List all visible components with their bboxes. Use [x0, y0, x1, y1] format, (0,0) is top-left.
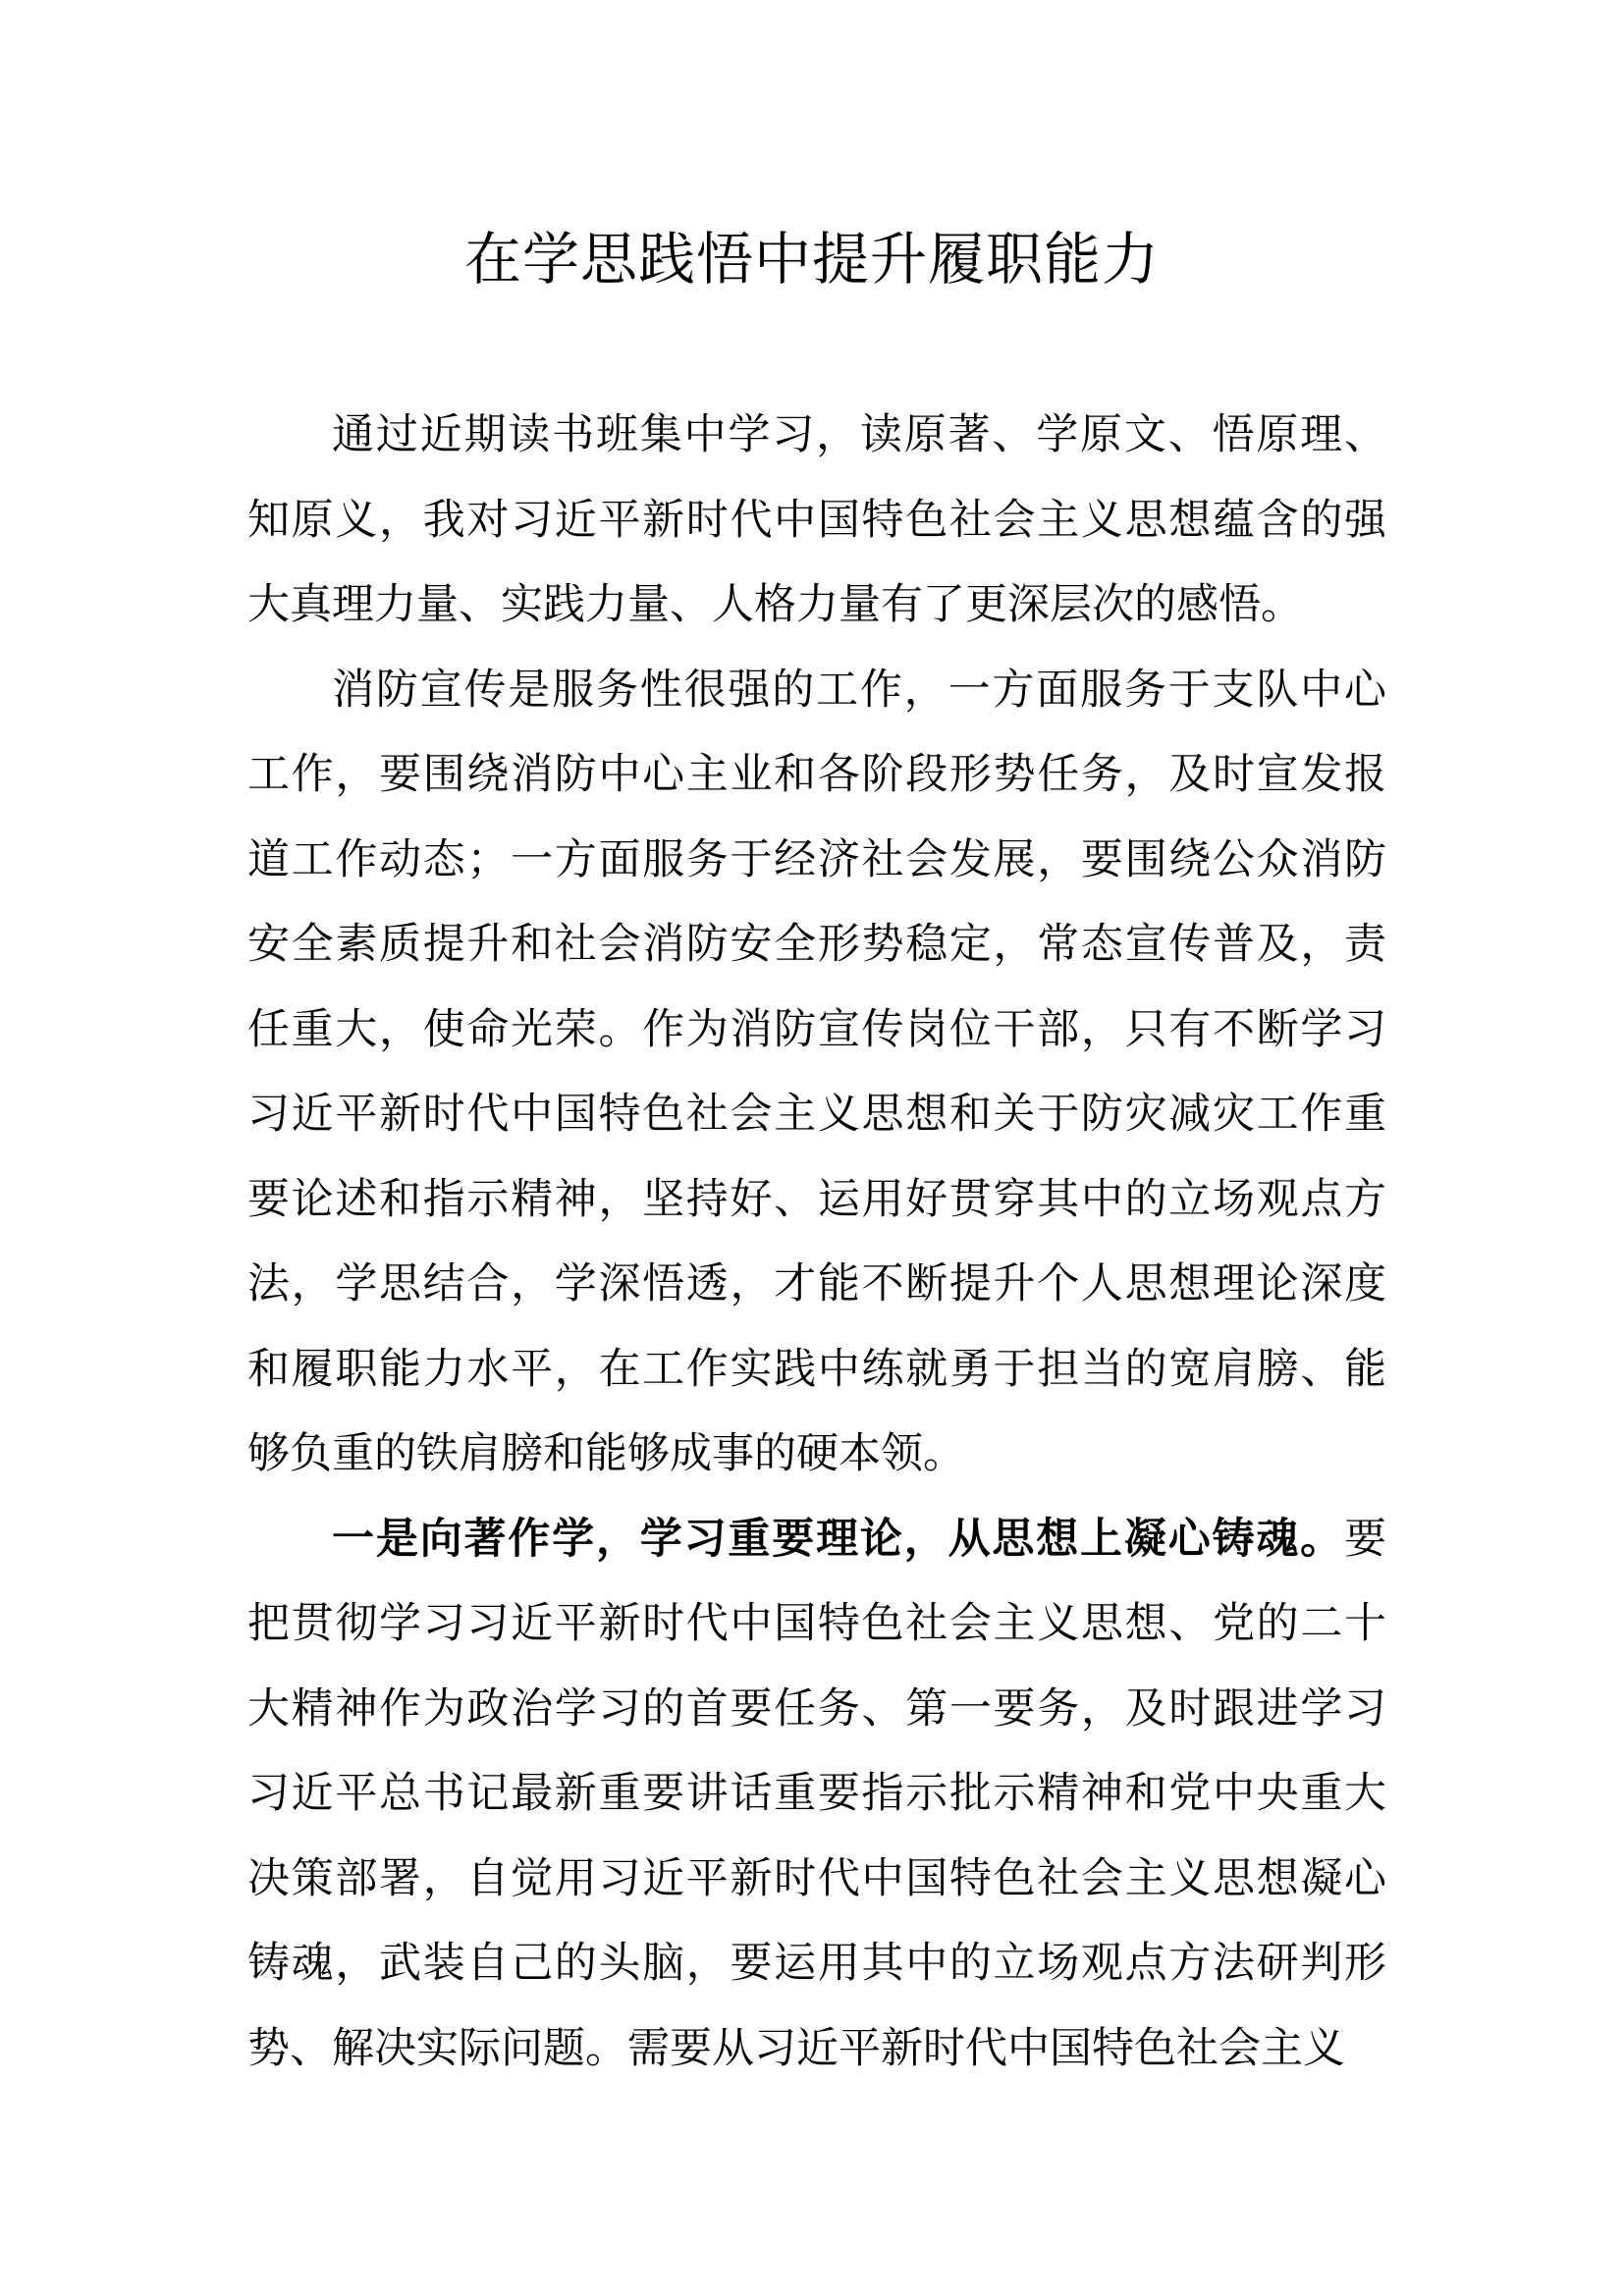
paragraph-point-one: [247, 1497, 1386, 2092]
paragraph-bold-heading: 一是向著作学，学习重要理论，从思想上凝心铸魂。: [332, 1514, 1344, 1564]
document-title: 在学思践悟中提升履职能力: [463, 226, 1160, 293]
paragraph-work-description: [247, 648, 1386, 1497]
paragraph-text: 消防宣传是服务性很强的工作，一方面服务于支队中心工作，要围绕消防中心主业和各阶段形势任务，及时宣发报道工作动态；一方面服务于经济社会发展，要围绕公众消防安全素质提升和社会消防安全形势稳定，常态宣传普及，责任重大，使命光荣。作为消防宣传岗位干部，只有不断学习习近平新时代中国特色社会主义思想和关于防灾减灾工作重要论述和指示精神，坚持好、运用好贯穿其中的立场观点方法，学思结合，学深悟透，才能不断提升个人思想理论深度和履职能力水平，在工作实践中练就勇于担当的宽肩膀、能够负重的铁肩膀和能够成事的硬本领。: [247, 665, 1386, 1478]
paragraph-text: 通过近期读书班集中学习，读原著、学原文、悟原理、知原义，我对习近平新时代中国特色社会主义思想蕴含的强大真理力量、实践力量、人格力量有了更深层次的感悟。: [247, 410, 1386, 629]
paragraph-text: 要把贯彻学习习近平新时代中国特色社会主义思想、党的二十大精神作为政治学习的首要任务、第一要务，及时跟进学习习近平总书记最新重要讲话重要指示批示精神和党中央重大决策部署，自觉用习近平新时代中国特色社会主义思想凝心铸魂，武装自己的头脑，要运用其中的立场观点方法研判形势、解决实际问题。需要从习近平新时代中国特色社会主义: [247, 1514, 1386, 2073]
paragraph-intro: [247, 393, 1386, 648]
document-body: [247, 393, 1386, 2091]
